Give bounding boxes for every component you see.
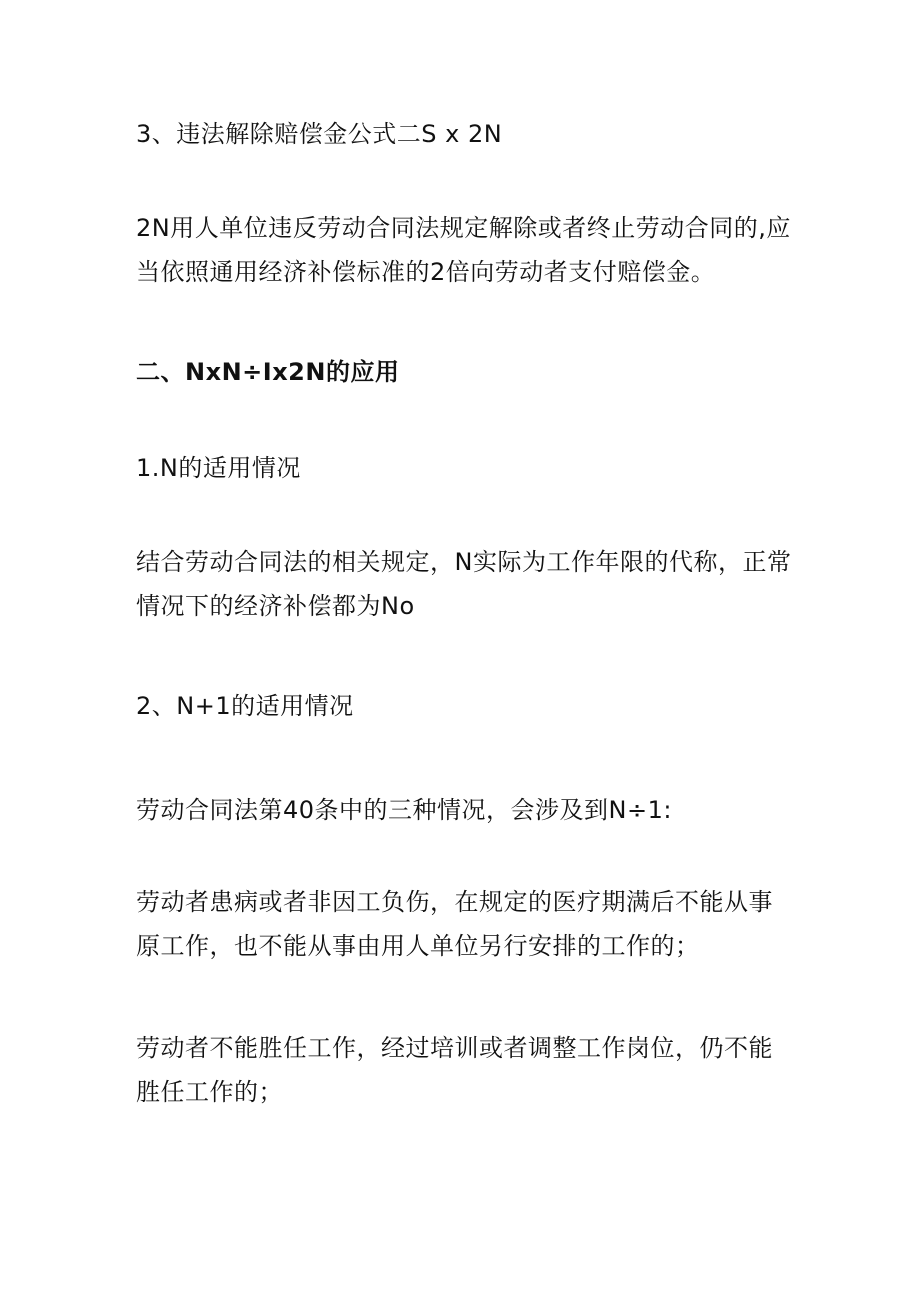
paragraph-incompetence-case: 劳动者不能胜任工作，经过培训或者调整工作岗位，仍不能胜任工作的；	[136, 1034, 773, 1106]
paragraph-n-definition: 结合劳动合同法的相关规定，N实际为工作年限的代称，正常情况下的经济补偿都为No	[136, 548, 792, 620]
section-heading-applications: 二、NxN÷Ix2N的应用	[136, 358, 400, 386]
formula-illegal-termination: 3、违法解除赔偿金公式二S x 2N	[136, 120, 503, 148]
paragraph-article-40: 劳动合同法第40条中的三种情况，会涉及到N÷1:	[136, 796, 672, 824]
subheading-n-applicability: 1.N的适用情况	[136, 454, 301, 482]
paragraph-illness-injury-case: 劳动者患病或者非因工负伤，在规定的医疗期满后不能从事原工作，也不能从事由用人单位另行安排的工作的；	[136, 888, 773, 960]
paragraph-double-compensation: 2N用人单位违反劳动合同法规定解除或者终止劳动合同的,应当依照通用经济补偿标准的2倍向劳动者支付赔偿金。	[136, 214, 791, 286]
subheading-n-plus-one: 2、N+1的适用情况	[136, 692, 354, 720]
